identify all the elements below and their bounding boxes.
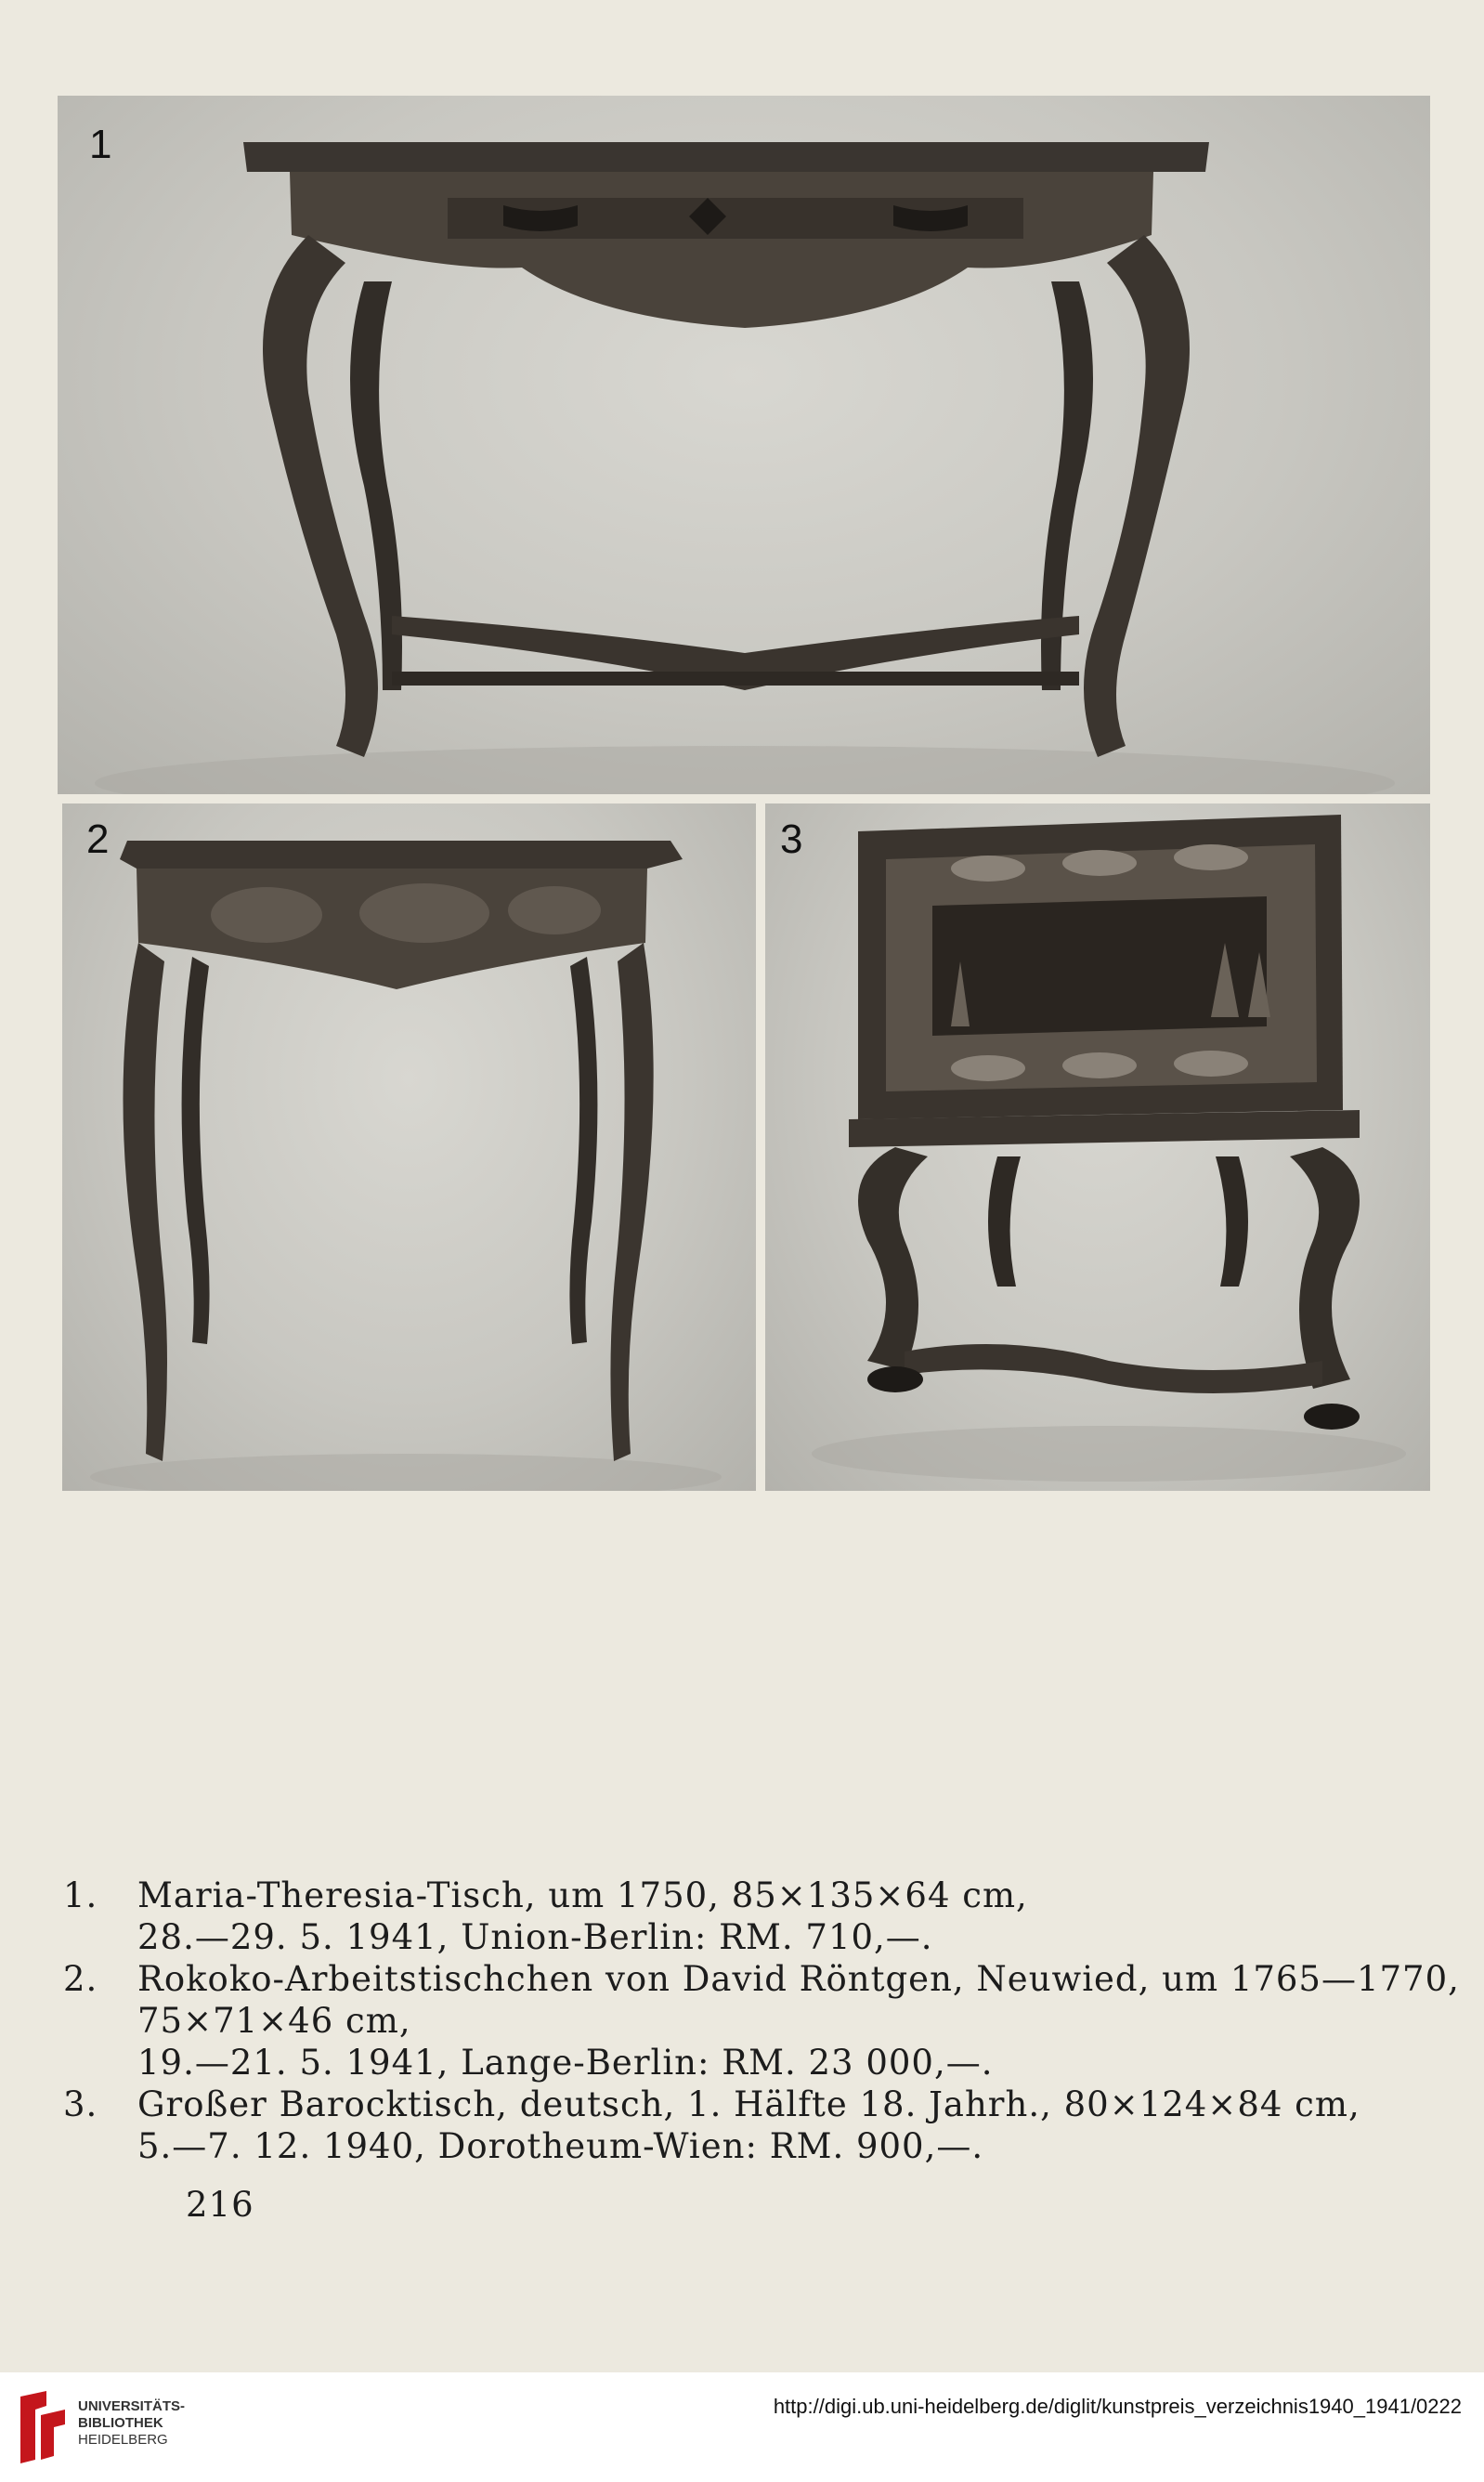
table-illustration-2 bbox=[62, 803, 756, 1491]
footer-bar bbox=[0, 2372, 1484, 2482]
caption-line: Rokoko-Arbeitstischchen von David Röntgen, Neuwied, um 1765—1770, bbox=[137, 1959, 1460, 1999]
table-illustration-3 bbox=[765, 803, 1430, 1491]
plate-number-1: 1 bbox=[89, 122, 112, 167]
photo-maria-theresia-table bbox=[58, 96, 1430, 794]
caption-line: 28.—29. 5. 1941, Union-Berlin: RM. 710,—. bbox=[137, 1917, 933, 1957]
photo-rokoko-work-table bbox=[62, 803, 756, 1491]
caption-1 bbox=[63, 1875, 1456, 1958]
caption-number: 3. bbox=[63, 2084, 98, 2124]
caption-line: Großer Barocktisch, deutsch, 1. Hälfte 18. Jahrh., 80×124×84 cm, bbox=[137, 2084, 1360, 2124]
library-logo[interactable] bbox=[15, 2387, 201, 2467]
caption-number: 2. bbox=[63, 1959, 98, 1999]
plate-grid bbox=[58, 96, 1430, 1491]
library-logo-icon bbox=[15, 2387, 71, 2467]
caption-line: Maria-Theresia-Tisch, um 1750, 85×135×64 cm, bbox=[137, 1875, 1028, 1915]
caption-line: 75×71×46 cm, bbox=[137, 2001, 411, 2041]
caption-line: 5.—7. 12. 1940, Dorotheum-Wien: RM. 900,—. bbox=[137, 2126, 984, 2166]
caption-list bbox=[63, 1875, 1460, 2167]
caption-3 bbox=[63, 2084, 1456, 2167]
source-url[interactable]: http://digi.ub.uni-heidelberg.de/diglit/kunstpreis_verzeichnis1940_1941/0222 bbox=[773, 2395, 1462, 2418]
plate-number-3: 3 bbox=[780, 816, 803, 862]
caption-line: 19.—21. 5. 1941, Lange-Berlin: RM. 23 000,—. bbox=[137, 2043, 994, 2083]
caption-2 bbox=[63, 1958, 1460, 2084]
photo-baroque-table bbox=[765, 803, 1430, 1491]
table-illustration-1 bbox=[58, 96, 1430, 794]
library-logo-text: UNIVERSITÄTS- BIBLIOTHEK HEIDELBERG bbox=[78, 2398, 186, 2448]
caption-number: 1. bbox=[63, 1875, 98, 1915]
plate-number-2: 2 bbox=[86, 816, 110, 862]
page-number: 216 bbox=[186, 2185, 254, 2225]
